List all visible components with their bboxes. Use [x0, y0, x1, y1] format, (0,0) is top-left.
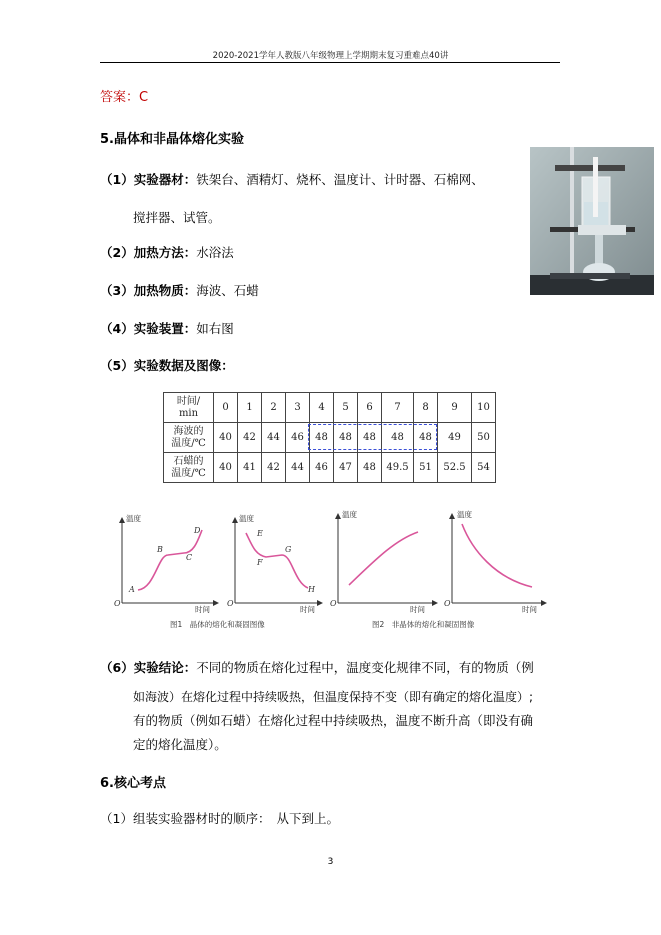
item-5 — [100, 356, 234, 374]
wax-value: 51 — [414, 453, 438, 483]
section-6-item-1-text: 从下到上。 — [276, 811, 339, 826]
time-cell: 8 — [414, 393, 438, 423]
axis-x-label: 时间 — [522, 605, 537, 614]
wax-value: 40 — [214, 453, 238, 483]
item-2 — [100, 243, 234, 261]
section-6-title: 6.核心考点 — [100, 776, 166, 791]
time-cell: 4 — [310, 393, 334, 423]
item-3-text: 海波、石蜡 — [196, 283, 259, 298]
item-4-label: （4）实验装置： — [100, 321, 197, 336]
section-6-item-1 — [100, 809, 339, 827]
hypo-value: 44 — [262, 423, 286, 453]
hypo-label: 海波的 温度/℃ — [164, 423, 214, 453]
hypo-value: 48 — [382, 423, 414, 453]
point-label: G — [285, 545, 292, 554]
wax-value: 41 — [238, 453, 262, 483]
time-cell: 10 — [472, 393, 496, 423]
item-1-label: （1）实验器材： — [100, 172, 197, 187]
origin-label: O — [444, 599, 451, 608]
time-cell: 0 — [214, 393, 238, 423]
time-cell: 6 — [358, 393, 382, 423]
point-label: F — [257, 558, 263, 567]
item-2-label: （2）加热方法： — [100, 245, 197, 260]
amorphous-solidify-curve — [462, 524, 532, 587]
time-cell: 7 — [382, 393, 414, 423]
wax-value: 49.5 — [382, 453, 414, 483]
time-cell: 5 — [334, 393, 358, 423]
time-header: 时间/ min — [164, 393, 214, 423]
origin-label: O — [114, 599, 121, 608]
hypo-value: 42 — [238, 423, 262, 453]
item-1-text: 铁架台、酒精灯、烧杯、温度计、计时器、石棉网、 — [196, 172, 484, 187]
crystal-solidify-curve — [246, 533, 308, 588]
amorphous-melting-curve — [349, 532, 418, 585]
hypo-value: 48 — [310, 423, 334, 453]
wax-value: 48 — [358, 453, 382, 483]
header-rule — [100, 62, 560, 63]
time-cell: 9 — [438, 393, 472, 423]
caption-fig1: 图1 晶体的熔化和凝固图像 — [170, 620, 265, 629]
point-label: D — [194, 526, 201, 535]
wax-value: 47 — [334, 453, 358, 483]
item-4 — [100, 319, 234, 337]
wax-value: 42 — [262, 453, 286, 483]
hypo-value: 48 — [414, 423, 438, 453]
hypo-value: 40 — [214, 423, 238, 453]
axis-x-label: 时间 — [195, 605, 210, 614]
axis-y-label: 温度 — [239, 514, 254, 523]
conclusion-line-3: 有的物质（例如石蜡）在熔化过程中持续吸热，温度不断升高（即没有确 — [133, 713, 534, 728]
section-5-title: 5.晶体和非晶体熔化实验 — [100, 132, 244, 147]
axis-x-label: 时间 — [410, 605, 425, 614]
point-label: A — [129, 585, 135, 594]
item-5-label: （5）实验数据及图像： — [100, 358, 234, 373]
plateau-highlight — [308, 424, 437, 450]
wax-value: 44 — [286, 453, 310, 483]
time-cell: 2 — [262, 393, 286, 423]
origin-label: O — [330, 599, 337, 608]
axis-y-label: 温度 — [342, 510, 357, 519]
point-label: H — [308, 585, 315, 594]
axis-y-label: 温度 — [457, 510, 472, 519]
caption-fig2: 图2 非晶体的熔化和凝固图像 — [372, 620, 475, 629]
point-label: C — [186, 553, 193, 562]
item-3 — [100, 281, 259, 299]
table-row-time — [164, 393, 496, 423]
conclusion-line-2: 如海波）在熔化过程中持续吸热，但温度保持不变（即有确定的熔化温度）; — [133, 690, 534, 704]
item-4-text: 如右图 — [196, 321, 234, 336]
hypo-value: 48 — [334, 423, 358, 453]
hypo-value: 49 — [438, 423, 472, 453]
item-2-text: 水浴法 — [196, 245, 234, 260]
wax-value: 54 — [472, 453, 496, 483]
origin-label: O — [227, 599, 234, 608]
conclusion-label: （6）实验结论： — [100, 660, 197, 675]
wax-value: 46 — [310, 453, 334, 483]
table-row-wax — [164, 453, 496, 483]
wax-value: 52.5 — [438, 453, 472, 483]
apparatus-photo — [530, 147, 654, 295]
point-label: E — [257, 529, 263, 538]
hypo-value: 46 — [286, 423, 310, 453]
axis-y-label: 温度 — [126, 514, 141, 523]
answer-text: 答案：C — [100, 90, 149, 105]
hypo-value: 50 — [472, 423, 496, 453]
axis-x-label: 时间 — [300, 605, 315, 614]
wax-label: 石蜡的 温度/℃ — [164, 453, 214, 483]
temperature-graphs — [100, 500, 560, 640]
section-6-item-1-label: （1）组装实验器材时的顺序： — [100, 811, 271, 826]
item-1 — [100, 170, 484, 188]
page-header: 2020-2021学年人教版八年级物理上学期期末复习重难点40讲 — [212, 51, 449, 61]
conclusion-line-1: （6）实验结论：不同的物质在熔化过程中，温度变化规律不同，有的物质（例 — [100, 660, 534, 675]
item-1-cont — [133, 208, 221, 226]
time-cell: 3 — [286, 393, 310, 423]
item-3-label: （3）加热物质： — [100, 283, 197, 298]
time-cell: 1 — [238, 393, 262, 423]
item-1-cont-text: 搅拌器、试管。 — [133, 210, 221, 225]
page-number: 3 — [327, 857, 334, 867]
crystal-melting-curve — [138, 530, 202, 590]
conclusion-line-4: 定的熔化温度）。 — [133, 737, 227, 752]
point-label: B — [157, 545, 163, 554]
hypo-value: 48 — [358, 423, 382, 453]
